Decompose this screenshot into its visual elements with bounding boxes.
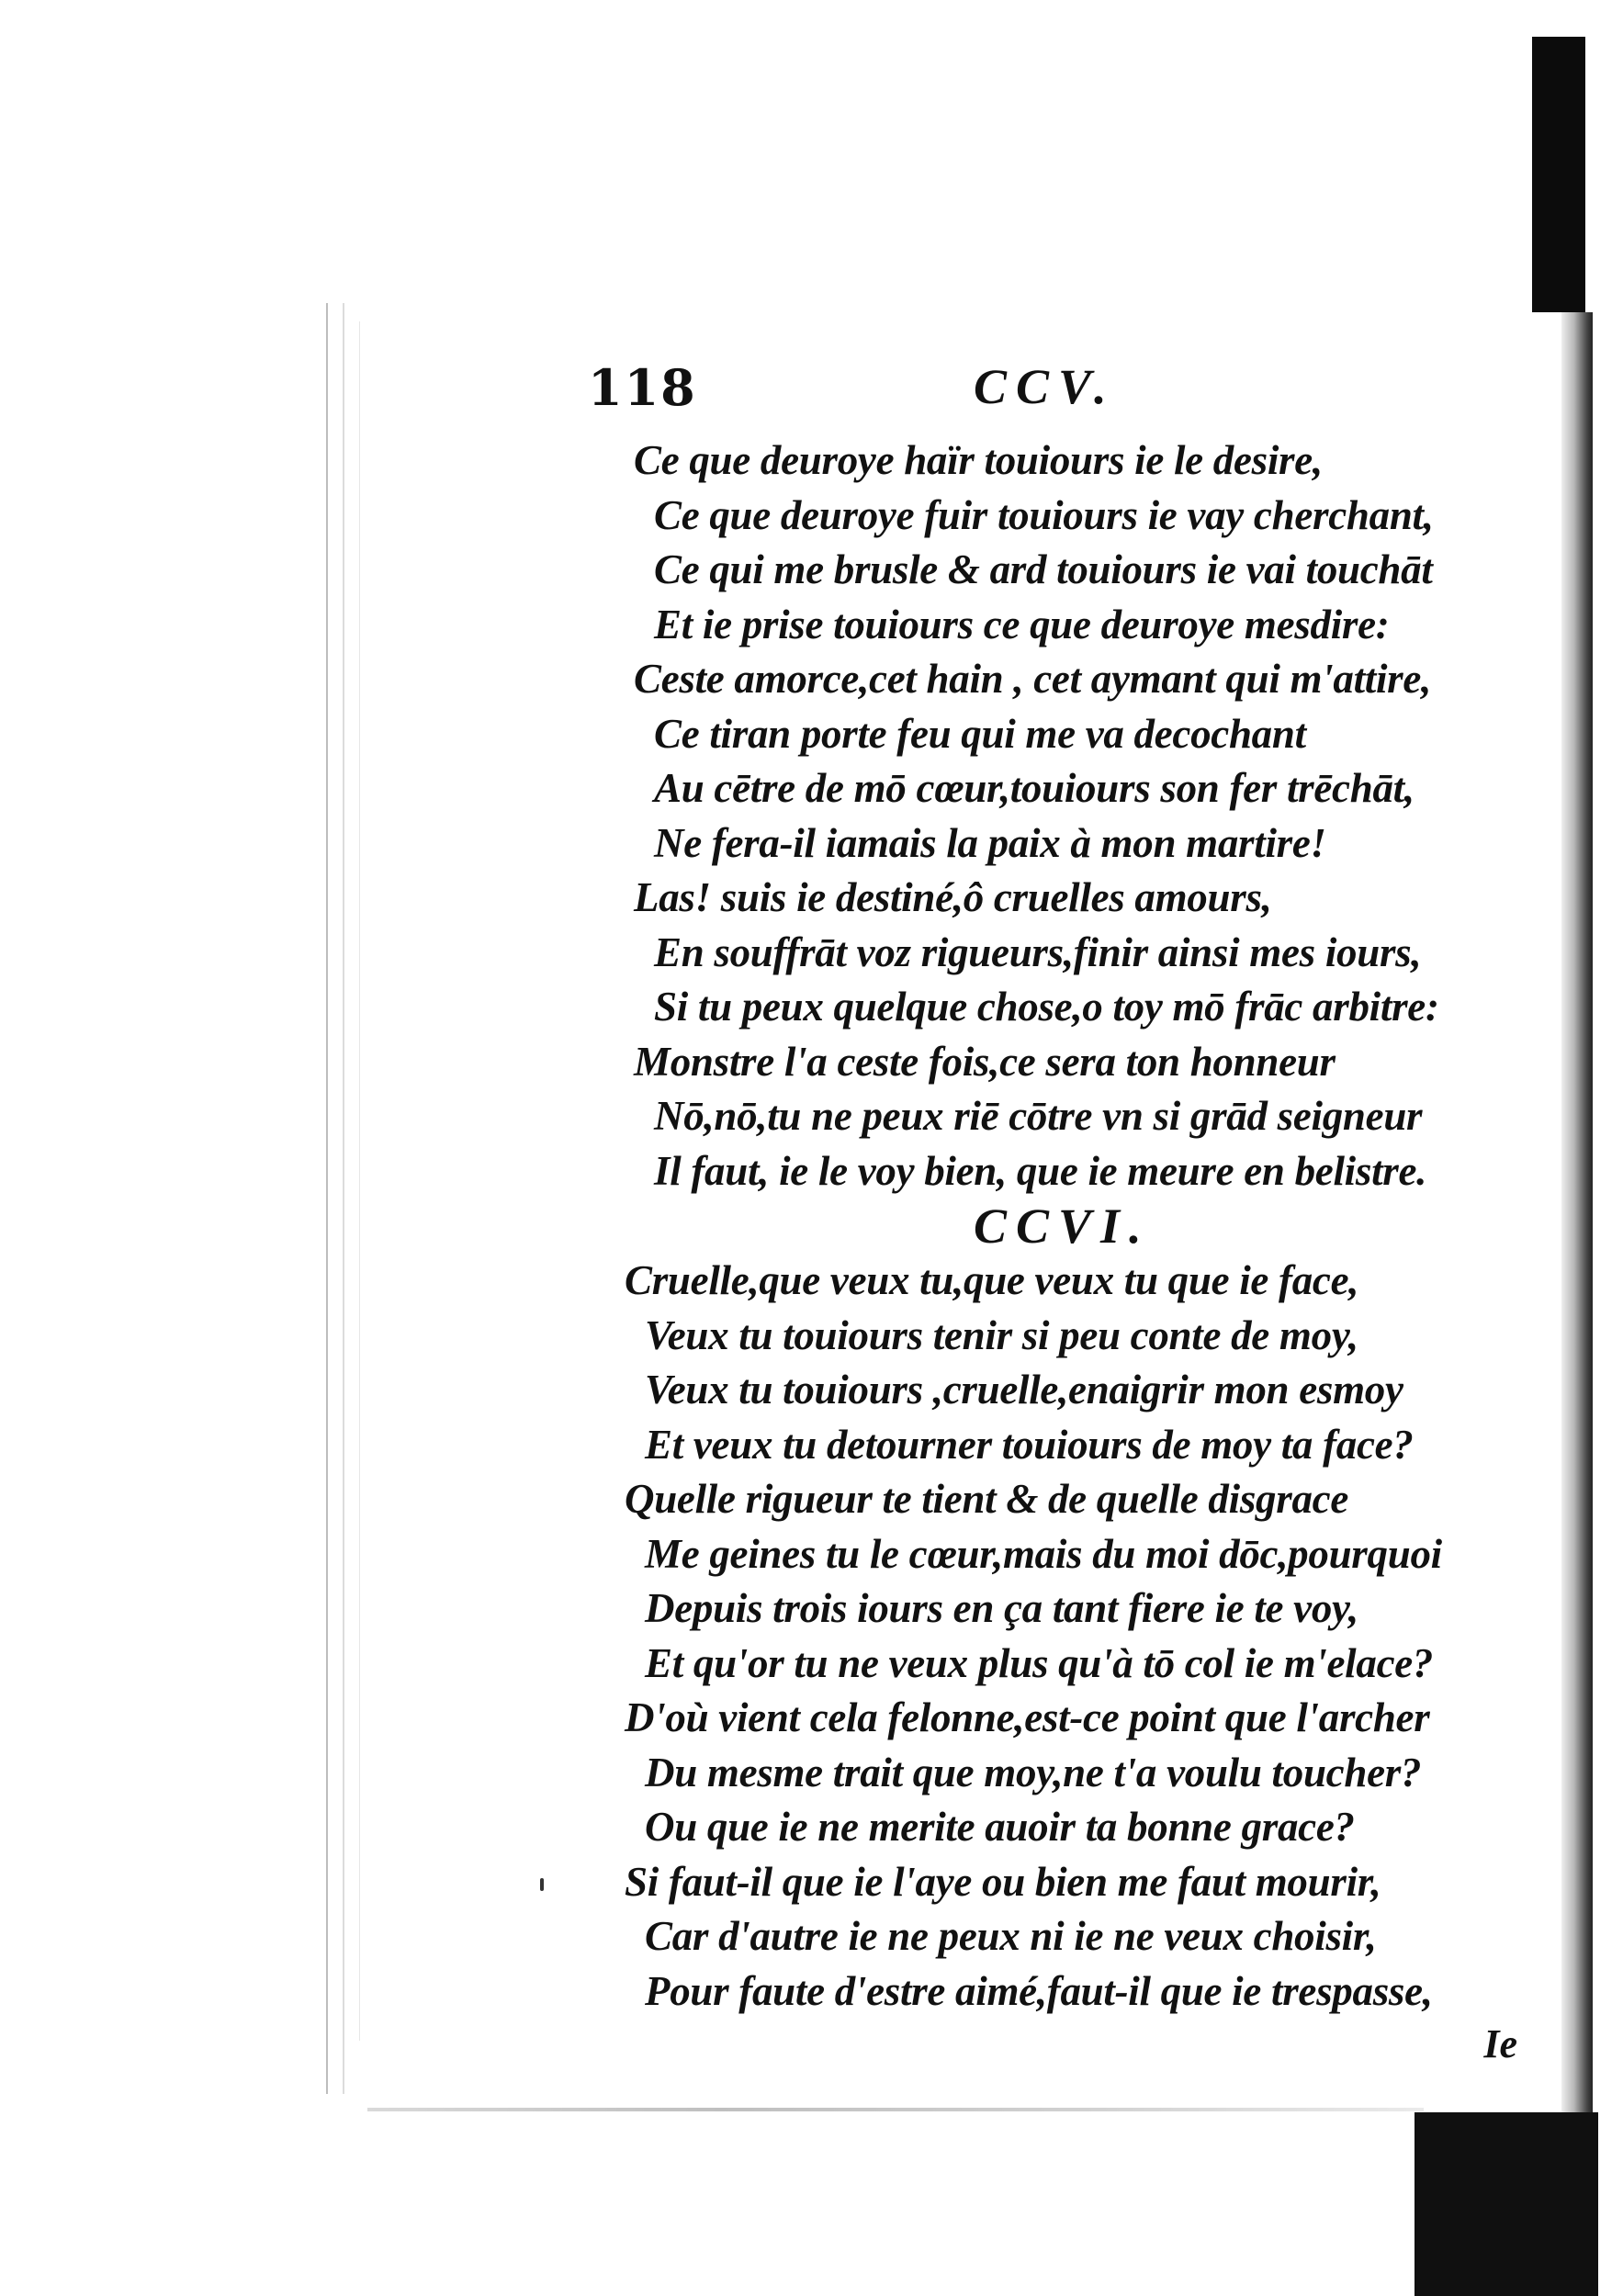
page-number: 118 [588,358,697,417]
verse-line: Et ie prise touiours ce que deuroye mesdire: [654,601,1390,647]
verse-line: Monstre l'a ceste fois,ce sera ton honneur [634,1038,1336,1085]
page-header [588,358,1534,433]
sonnet-ccvi [588,1254,1534,2019]
verse-line: Quelle rigueur te tient & de quelle disgrace [625,1476,1348,1522]
left-page-margin [326,303,411,2094]
text-block [588,358,1534,2070]
verse-line: D'où vient cela felonne,est-ce point que l'archer [625,1694,1430,1740]
verse-line: Et veux tu detourner touiours de moy ta face? [645,1421,1414,1468]
verse-line: Cruelle,que veux tu,que veux tu que ie face, [625,1257,1359,1303]
verse-line: Du mesme trait que moy,ne t'a voulu toucher? [645,1749,1422,1795]
verse-line: Au cētre de mō cœur,touiours son fer trēchāt, [654,765,1414,811]
verse-line: Ce qui me brusle & ard touiours ie vai touchāt [654,546,1433,592]
verse-line: Ce tiran porte feu qui me va decochant [654,710,1306,757]
verse-line: Me geines tu le cœur,mais du moi dōc,pourquoi [645,1530,1442,1577]
verse-line: Si tu peux quelque chose,o toy mō frāc arbitre: [654,984,1439,1030]
verse-line: Car d'autre ie ne peux ni ie ne veux choisir, [645,1913,1377,1959]
verse-line: Ne fera-il iamais la paix à mon martire! [654,819,1326,866]
verse-line: Veux tu touiours tenir si peu conte de moy, [645,1311,1358,1358]
dark-edge-bottom [1414,2112,1598,2296]
verse-line: Si faut-il que ie l'aye ou bien me faut mourir, [625,1858,1381,1905]
sonnet-title-ccvi: CCVI. [974,1199,1151,1254]
verse-line: Ou que ie ne merite auoir ta bonne grace? [645,1804,1355,1850]
page-edge-shadow [1561,312,1593,2112]
verse-line: Et qu'or tu ne veux plus qu'à tō col ie m'elace? [645,1639,1434,1686]
verse-line: Depuis trois iours en ça tant fiere ie te voy, [645,1585,1358,1631]
sonnet-ccv [588,433,1534,1199]
catchword: Ie [1483,2021,1517,2066]
sonnet-title-ccv: CCV. [974,359,1116,414]
sonnet-header-ccvi [588,1199,1534,1254]
verse-line: En souffrāt voz rigueurs,finir ainsi mes iours, [654,929,1422,975]
verse-line: Il faut, ie le voy bien, que ie meure en belistre. [654,1147,1427,1194]
dark-edge-top [1532,37,1585,312]
verse-line: Ceste amorce,cet hain , cet aymant qui m'attire, [634,656,1432,702]
verse-line: Pour faute d'estre aimé,faut-il que ie trespasse, [645,1967,1433,2014]
verse-line: Veux tu touiours ,cruelle,enaigrir mon esmoy [645,1367,1403,1412]
verse-line: Las! suis ie destiné,ô cruelles amours, [634,874,1272,920]
bottom-page-edge [367,2108,1424,2111]
ink-speck [540,1878,544,1891]
verse-line: Nō,nō,tu ne peux riē cōtre vn si grād seigneur [654,1093,1423,1139]
verse-line: Ce que deuroye haïr touiours ie le desire, [634,437,1323,483]
verse-line: Ce que deuroye fuir touiours ie vay cherchant, [654,491,1434,538]
